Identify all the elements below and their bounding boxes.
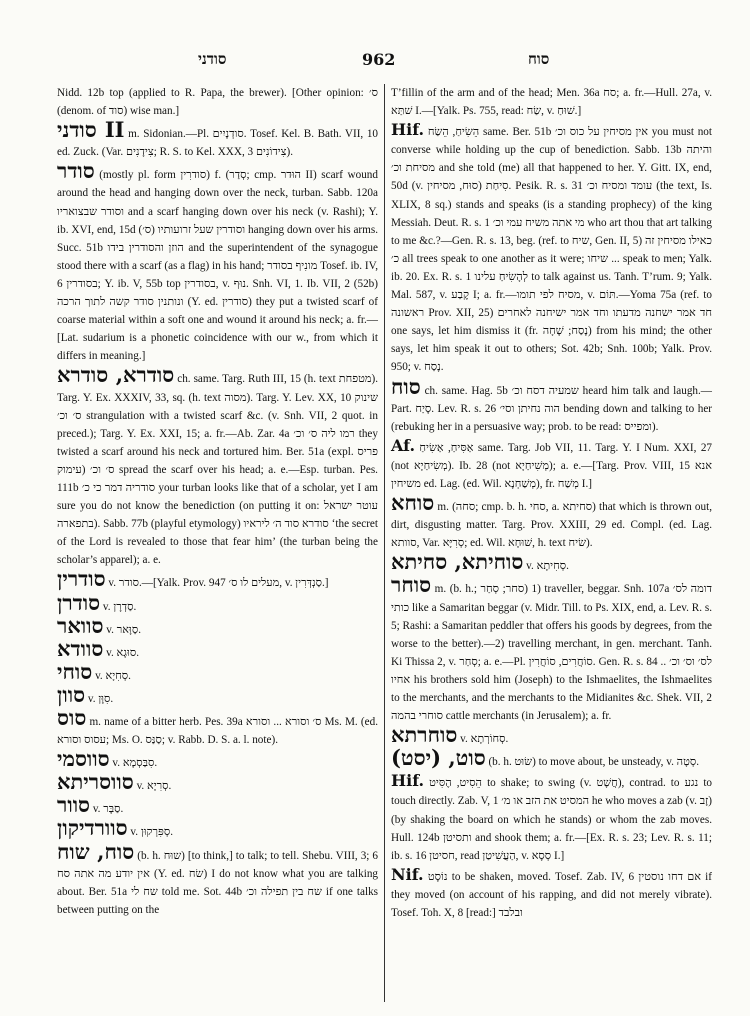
entry-definition: Nidd. 12b top (applied to R. Papa, the brewer). [Other opinion: ס׳ (denom. of סוד) wise man.]	[57, 87, 378, 118]
entry-headword: סוח	[391, 373, 421, 399]
entry-definition: (b. h. שוּח) [to think,] to talk; to tell. Shebu. VIII, 3; 6 אין יודע מה אתה סח (Y. ed. שׂח) I do not know what you are talking about. Ber. 51a שח לי told me. Sot. 44b שח בין תפילה וכ׳ if one talks between putting on the	[57, 849, 379, 916]
entry-headword: סוס	[57, 705, 87, 730]
entry-headword: סווסריתא	[57, 769, 134, 795]
entry-headword: סוון	[57, 681, 86, 707]
dictionary-entry	[57, 612, 378, 639]
dictionary-entry	[57, 566, 378, 592]
entry-headword: סודר	[57, 158, 95, 184]
dictionary-entry	[57, 362, 379, 569]
entry-headword: סוחיתא, סחיתא	[391, 549, 524, 575]
entry-definition: v. סִוָּן.	[87, 692, 114, 705]
dictionary-entry	[57, 769, 378, 795]
dictionary-entry	[57, 635, 378, 662]
entry-definition: v. סְחִיָא.	[95, 669, 131, 682]
entry-definition: הֵשִׂיחַ, הֵשַׂח same. Ber. 51b אין מסיחין על כוס וכ׳ you must not converse while holding up the cup of benediction. Sabb. 13b והיתה מסיחת וכ׳ and she told (me) all that happened to her. Y. Gitt. IX, end, 50d (v. סוּח, מסיחין) סִיחַת. Pesik. R. s. 31 עומד ומסיח וכ׳ (the text, Is. XLIX, 8 sq.) stands and speaks (is a standing prophecy) of the king Messiah. Deut. R. s. 1 מי אתה משיח עמי וכ׳ who art thou that art talking to me &c.?—Gen. R. s. 13, beg. (ref. to שיח, Gen. II, 5) כאילו מסיחין זה כ׳ all trees speak to one another as it were; שיחו ... speak to men; Yalk. ib. 20. Ex. R. s. 1 לְהָשִׂיחַ עלינו to talk against us. Tanh. T’rum. 9; Yalk. Mal. 587, v. קֶבַע I; a. fr.—מסיח לפי תומו, v. תּוֹם.—Yoma 75a (ref. to ראשונה Prov. XII, 25) חד אמר ישחנה מדעתו וחד אמר ישיחנה לאחרים one says, let him dismiss it (fr. נָסַח; שָׁחָה) from his mind; the other says, let him speak it out to others; Sot. 42b; Snh. 100b; Yalk. Prov. 950; v. נָסַח.	[391, 126, 713, 374]
entry-headword: סוט, (יסט)	[391, 745, 486, 771]
entry-headword: סוור	[57, 792, 91, 818]
entry-definition: (b. h. שׂוּט) to move about, be unsteady, v. סְטָה.	[488, 756, 700, 769]
dictionary-entry	[391, 437, 712, 493]
entry-headword: סוחא	[391, 490, 435, 516]
entry-headword: סודרן	[57, 589, 101, 615]
entry-headword: סוח, שוח	[57, 838, 135, 864]
entry-definition: ch. same. Targ. Ruth III, 15 (h. text מטפחת). Targ. Y. Ex. XXXIV, 33, sq. (h. text מסוה). Targ. Y. Lev. XX, 10 שינוק ס׳ וכ׳ strangulation with a twisted scarf &c. (v. Snh. VII, 2 quot. in preced.); Targ. Y. Ex. XXI, 15; a. fr.—Ab. Zar. 4a רמו ליה ס׳ וכ׳ they twisted a scarf around his neck and tortured him. Ber. 51a (expl. פריס ס׳ וכ׳ (עימוק spread the scarf over his head; a. e.—Esp. turban. Pes. 111b סודריה דמר כי כ׳ your turban looks like that of a scholar, yet I am sure you do not know the benediction (on putting it on: עוטר ישראל בתפארה). Sabb. 77b (playful etymology) סודרא סוד ה׳ ליראיו ‘the secret of the Lord is revealed to those that fear him’ (the turban being the scholar’s apparel); a. e.	[57, 373, 379, 567]
entry-headword: Nif.	[391, 864, 424, 884]
dictionary-entry	[57, 658, 378, 685]
dictionary-entry	[57, 705, 378, 749]
entry-definition: v. סְחִיתָא.	[526, 560, 569, 573]
dictionary-entry	[391, 745, 712, 771]
entry-headword: Hif.	[391, 120, 425, 140]
dictionary-entry	[57, 681, 378, 708]
entry-headword: סוחי	[57, 658, 93, 684]
entry-headword: Hif.	[391, 771, 425, 791]
entry-definition: m. (סחה; cmp. b. h. סחי, a. סחיתא) that which is thrown out, dirt, disgusting matter. Targ. Prov. XXIII, 29 ed. Compl. (ed. Lag. סוותא, Var. סְרִיָּא; ed. Wil. שׁוּחָא, h. text שׂיח).	[391, 501, 713, 550]
dictionary-entry	[391, 572, 713, 725]
entry-definition: הֵסִיט, הֶסִּיט to shake; to swing (v. חֲשָׁט), contrad. to נגע to touch directly. Zab. V, 1 המסיט את הזב או מ׳ he who moves a zab (v. זָב) (by shaking the board on which he stands) or whom the zab moves. Hull. 124b ותסיטן and shook them; a. fr.—[Ex. R. s. 23; Lev. R. s. 11; ib. s. 16 חסיטן, read הַעֲשִׁיטַן, v. סְסָא I.]	[391, 777, 713, 862]
entry-definition: v. סְפִּרְקוּן.	[130, 826, 174, 839]
page-number: 962	[362, 50, 396, 69]
entry-definition: v. סִבַּסְמָא.	[112, 757, 158, 770]
left-column	[57, 84, 378, 920]
entry-definition: ch. same. Hag. 5b שמעיה דסח וכ׳ heard him talk and laugh.—Part. סָיַח. Lev. R. s. 26 הוה נחיתן וסי׳ bending down and talking to her (rebuking her in a persuasive way; prob. to be read: ומפייס).	[391, 384, 713, 433]
dictionary-entry	[391, 490, 713, 552]
entry-definition: m. (b. h.; סחר; סְחַר) 1) traveller, beggar. Snh. 107a דומה לס׳ כותי like a Samaritan beggar (v. Midr. Till. to Ps. XIX, end, a. Lev. R. s. 5; Rashi: a Samaritan peddler that offers his goods by degrees, from the worse to the better).—2) travelling merchant, in gen. merchant. Tanh. Ki Thissa 2, v. סְחַר; a. e.—Pl. סוֹחֲרִים, סוֹחֲרִין. Gen. R. s. 84 לס׳ וס׳ וכ׳ .. אחיו his brothers sold him (Joseph) to the Ishmaelites, the Ishmaelites to the merchants, and the merchants to the Midianites &c. Shek. VII, 2 סוחרי בהמה cattle merchants (in Jerusalem); a. fr.	[391, 583, 713, 723]
dictionary-entry	[57, 158, 379, 365]
dictionary-entry	[391, 84, 712, 120]
entry-definition: v. סוּגָא.	[106, 646, 139, 659]
entry-definition: v. סַוָּאר.	[106, 623, 141, 636]
dictionary-entry	[391, 549, 712, 575]
right-column	[391, 84, 712, 923]
dictionary-entry	[391, 772, 712, 864]
entry-headword: Af.	[391, 435, 416, 455]
entry-headword: סוורדיקון	[57, 815, 128, 841]
entry-definition: m. Sidonian.—Pl. סודְנָיִים. Tosef. Kel. B. Bath. VII, 10 ed. Zuck. (Var. צִידָנִים; R. S. to Kel. XXX, 3 צִידוֹנִים).	[57, 128, 379, 159]
entry-definition: נוֹסָט to be shaken, moved. Tosef. Zab. IV, 6 אם דחו נוסטין if they moved (on account of his rapping, and did not merely vibrate). Tosef. Toh. X, 8 [read:] ובלבד	[391, 870, 712, 920]
entry-headword: סוחר	[391, 572, 432, 598]
entry-definition: T’fillin of the arm and of the head; Men. 36a סח; a. fr.—Hull. 27a, v. שׁתַּא I.—[Yalk. Ps. 755, read: שַׂח, v. שׁוּחַ.]	[391, 87, 712, 118]
entry-headword: סוחרתא	[391, 722, 458, 748]
running-head-right: סוח	[528, 50, 550, 68]
entry-definition: v. סַבָּר.	[92, 803, 124, 816]
dictionary-entry	[57, 117, 379, 161]
dictionary-entry	[391, 866, 712, 922]
entry-definition: m. name of a bitter herb. Pes. 39a ס׳ וסורא ... וסורא Ms. M. (ed. עסוס וסורא; Ms. O. סַנַּס; v. Rabb. D. S. a. l. note).	[57, 716, 378, 747]
entry-headword: סודני II	[57, 117, 125, 143]
entry-headword: סודרין	[57, 566, 106, 592]
dictionary-entry	[57, 84, 378, 120]
entry-definition: (mostly pl. form סודרִין) f. (סְדַר; cmp. הוּדר II) scarf wound around the head and hanging down over the neck, turban. Sabb. 120a וסודר שבצואריו and a scarf hanging down over his neck (v. Rashi); Y. ib. XVI, end, 15d וסודרין שעל זרועותיו (ס׳) hanging down over his arms. Succ. 51b הוזן והסודרין בידו and the superintendent of the synagogue stood there with a scarf (as a flag) in his hand; מונִיף בסודר Tosef. ib. IV, 6 בסודרין; Y. ib. V, 55b top בסודרין, v. נוּף. Snh. VI, 1. Ib. VII, 2 (52b) ונותנין סודר קשה לתוך הרכה (Y. ed. סודרין) they put a twisted scarf of coarse material within a soft one and wound it around his neck; a. fr.—[Lat. sudarium is a phonetic coincidence with our w., from which it differs in meaning.]	[57, 169, 379, 363]
dictionary-entry	[391, 373, 713, 436]
dictionary-entry	[391, 121, 712, 376]
entry-headword: סווסמי	[57, 746, 110, 772]
entry-definition: v. סודר.—[Yalk. Prov. 947 מעלים לו ס׳, v. סַנְדְּרִין.]	[108, 577, 329, 590]
entry-headword: סוואר	[57, 612, 104, 638]
column-divider	[384, 84, 385, 1002]
running-head-left: סודני	[198, 50, 227, 68]
dictionary-entry	[57, 838, 379, 919]
entry-definition: v. סְחוֹרְתָא.	[460, 733, 509, 746]
entry-definition: v. סְרִיָא.	[136, 780, 172, 793]
entry-definition: אַסִּיחַ, אַשִׂיחַ same. Targ. Job VII, 11. Targ. Y. I Num. XXI, 27 (not מְשִׂיחַיָא). Ib. 28 (not מְשִׁיחַיָא); a. e.—[Targ. Prov. VIII, 15 אנא משיחין ed. Lag. (ed. Wil. מְשַׁחְנָא), fr. מְשַׁח I.]	[391, 441, 713, 490]
entry-headword: סוודא	[57, 635, 104, 661]
entry-headword: סודרא, סודרא	[57, 362, 175, 388]
entry-definition: v. סַדְרָן.	[102, 600, 137, 613]
dictionary-entry	[57, 589, 378, 616]
